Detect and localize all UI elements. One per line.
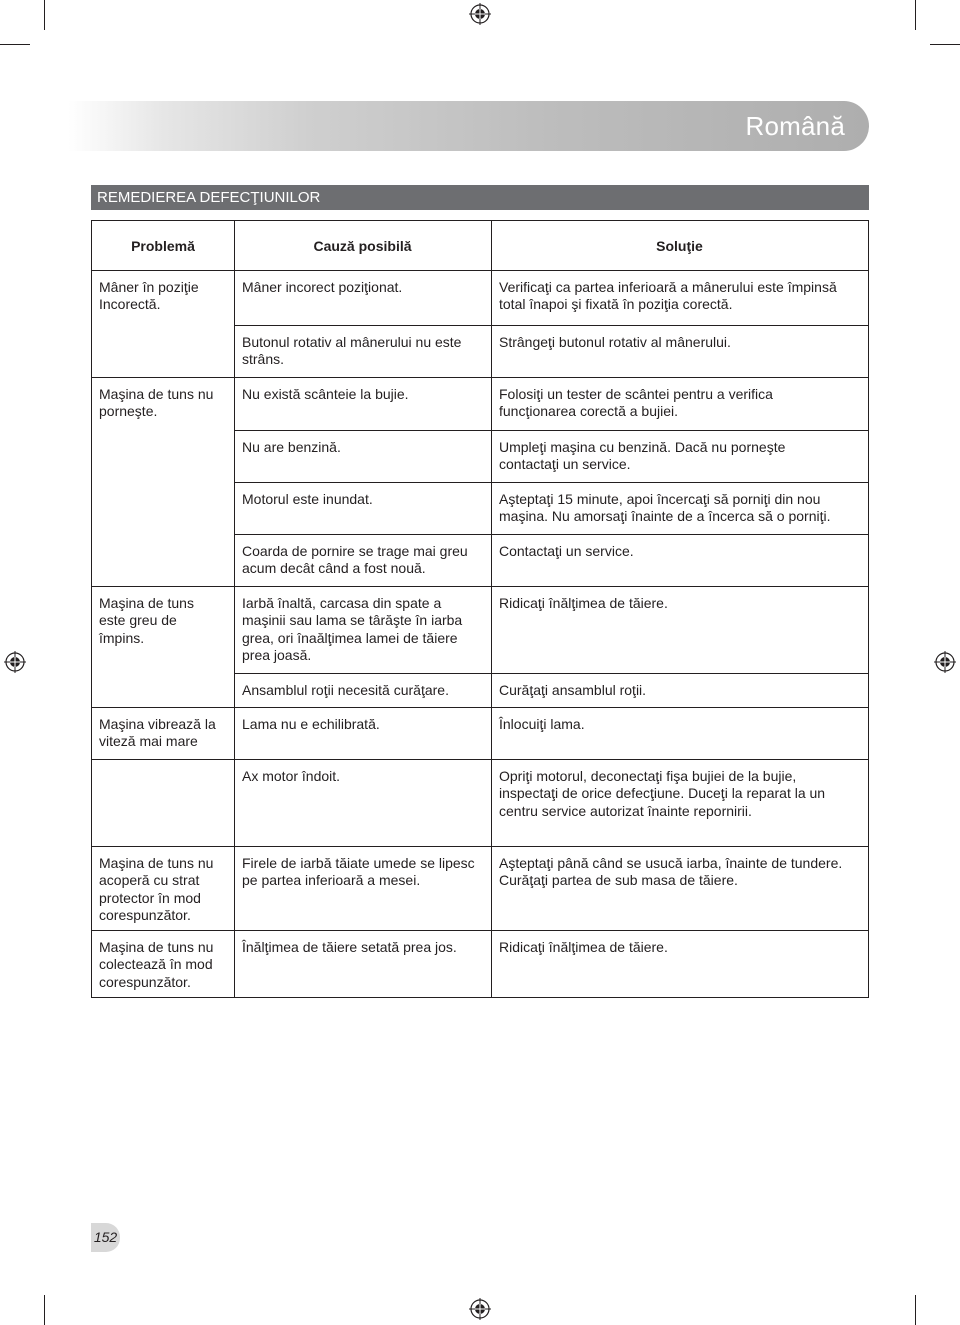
crop-mark	[915, 1295, 916, 1325]
section-title: REMEDIEREA DEFECŢIUNILOR	[97, 189, 321, 206]
registration-mark-icon	[934, 651, 956, 673]
cause-cell: Înălţimea de tăiere setată prea jos.	[242, 939, 457, 955]
solution-cell: Contactaţi un service.	[499, 543, 634, 559]
cause-cell: Nu există scânteie la bujie.	[242, 386, 409, 402]
column-divider	[234, 221, 235, 997]
solution-cell: Aşteptaţi 15 minute, apoi încercaţi să porniţi din nou maşina. Nu amorsaţi înainte de a încerca să o porniţi.	[499, 491, 831, 525]
row-divider	[234, 534, 868, 535]
solution-cell: Strângeţi butonul rotativ al mânerului.	[499, 334, 731, 350]
cause-cell: Ax motor îndoit.	[242, 768, 341, 784]
crop-mark	[44, 0, 45, 30]
row-divider	[92, 759, 868, 760]
cause-cell: Lama nu e echilibrată.	[242, 716, 380, 732]
row-divider	[92, 270, 868, 271]
column-header-problem: Problemă	[131, 238, 195, 254]
problem-cell: Maşina de tuns nu porneşte.	[99, 386, 214, 420]
row-divider	[92, 930, 868, 931]
solution-cell: Folosiţi un tester de scântei pentru a verifica funcţionarea corectă a bujiei.	[499, 386, 773, 420]
solution-cell: Ridicaţi înălţimea de tăiere.	[499, 595, 668, 611]
problem-cell: Mâner în poziţie Incorectă.	[99, 279, 199, 313]
problem-cell: Maşina de tuns nu colectează în mod corespunzător.	[99, 939, 214, 990]
row-divider	[234, 430, 868, 431]
row-divider	[92, 377, 868, 378]
cause-cell: Motorul este inundat.	[242, 491, 373, 507]
registration-mark-icon	[469, 3, 491, 25]
solution-cell: Umpleţi maşina cu benzină. Dacă nu porneşte contactaţi un service.	[499, 439, 786, 473]
language-label: Română	[745, 111, 845, 141]
solution-cell: Înlocuiţi lama.	[499, 716, 585, 732]
cause-cell: Firele de iarbă tăiate umede se lipesc pe partea inferioară a mesei.	[242, 855, 475, 889]
cause-cell: Nu are benzină.	[242, 439, 341, 455]
row-divider	[234, 325, 868, 326]
crop-mark	[0, 44, 30, 45]
row-divider	[92, 586, 868, 587]
language-header	[68, 101, 869, 151]
solution-cell: Aşteptaţi până când se usucă iarba, înainte de tundere. Curăţaţi partea de sub masa de tăiere.	[499, 855, 843, 889]
crop-mark	[930, 44, 960, 45]
problem-cell: Maşina de tuns nu acoperă cu strat protector în mod corespunzător.	[99, 855, 214, 924]
solution-cell: Curăţaţi ansamblul roţii.	[499, 682, 647, 698]
problem-cell: Maşina vibrează la viteză mai mare	[99, 716, 216, 750]
registration-mark-icon	[4, 651, 26, 673]
solution-cell: Verificaţi ca partea inferioară a mânerului este împinsă total înapoi şi fixată în poziţia corectă.	[499, 279, 837, 313]
problem-cell: Maşina de tuns este greu de împins.	[99, 595, 194, 646]
row-divider	[234, 482, 868, 483]
cause-cell: Mâner incorect poziţionat.	[242, 279, 403, 295]
section-heading-bar	[91, 185, 869, 210]
troubleshooting-table	[91, 220, 869, 998]
row-divider	[92, 707, 868, 708]
cause-cell: Butonul rotativ al mânerului nu este strâns.	[242, 334, 462, 368]
cause-cell: Iarbă înaltă, carcasa din spate a maşinii sau lama se târăşte în iarba grea, ori înaălţimea lamei de tăiere prea joasă.	[242, 595, 463, 664]
page-number: 152	[91, 1223, 120, 1252]
column-divider	[491, 221, 492, 997]
crop-mark	[44, 1295, 45, 1325]
column-header-cause: Cauză posibilă	[313, 238, 412, 254]
row-divider	[234, 673, 868, 674]
solution-cell: Opriţi motorul, deconectaţi fişa bujiei de la bujie, inspectaţi de orice defecţiune. Duceţi la reparat la un centru service autorizat înainte repornirii.	[499, 768, 826, 819]
solution-cell: Ridicaţi înălţimea de tăiere.	[499, 939, 668, 955]
column-header-solution: Soluţie	[656, 238, 703, 254]
cause-cell: Coarda de pornire se trage mai greu acum decât când a fost nouă.	[242, 543, 468, 577]
cause-cell: Ansamblul roţii necesită curăţare.	[242, 682, 449, 698]
crop-mark	[915, 0, 916, 30]
registration-mark-icon	[469, 1298, 491, 1320]
row-divider	[92, 846, 868, 847]
